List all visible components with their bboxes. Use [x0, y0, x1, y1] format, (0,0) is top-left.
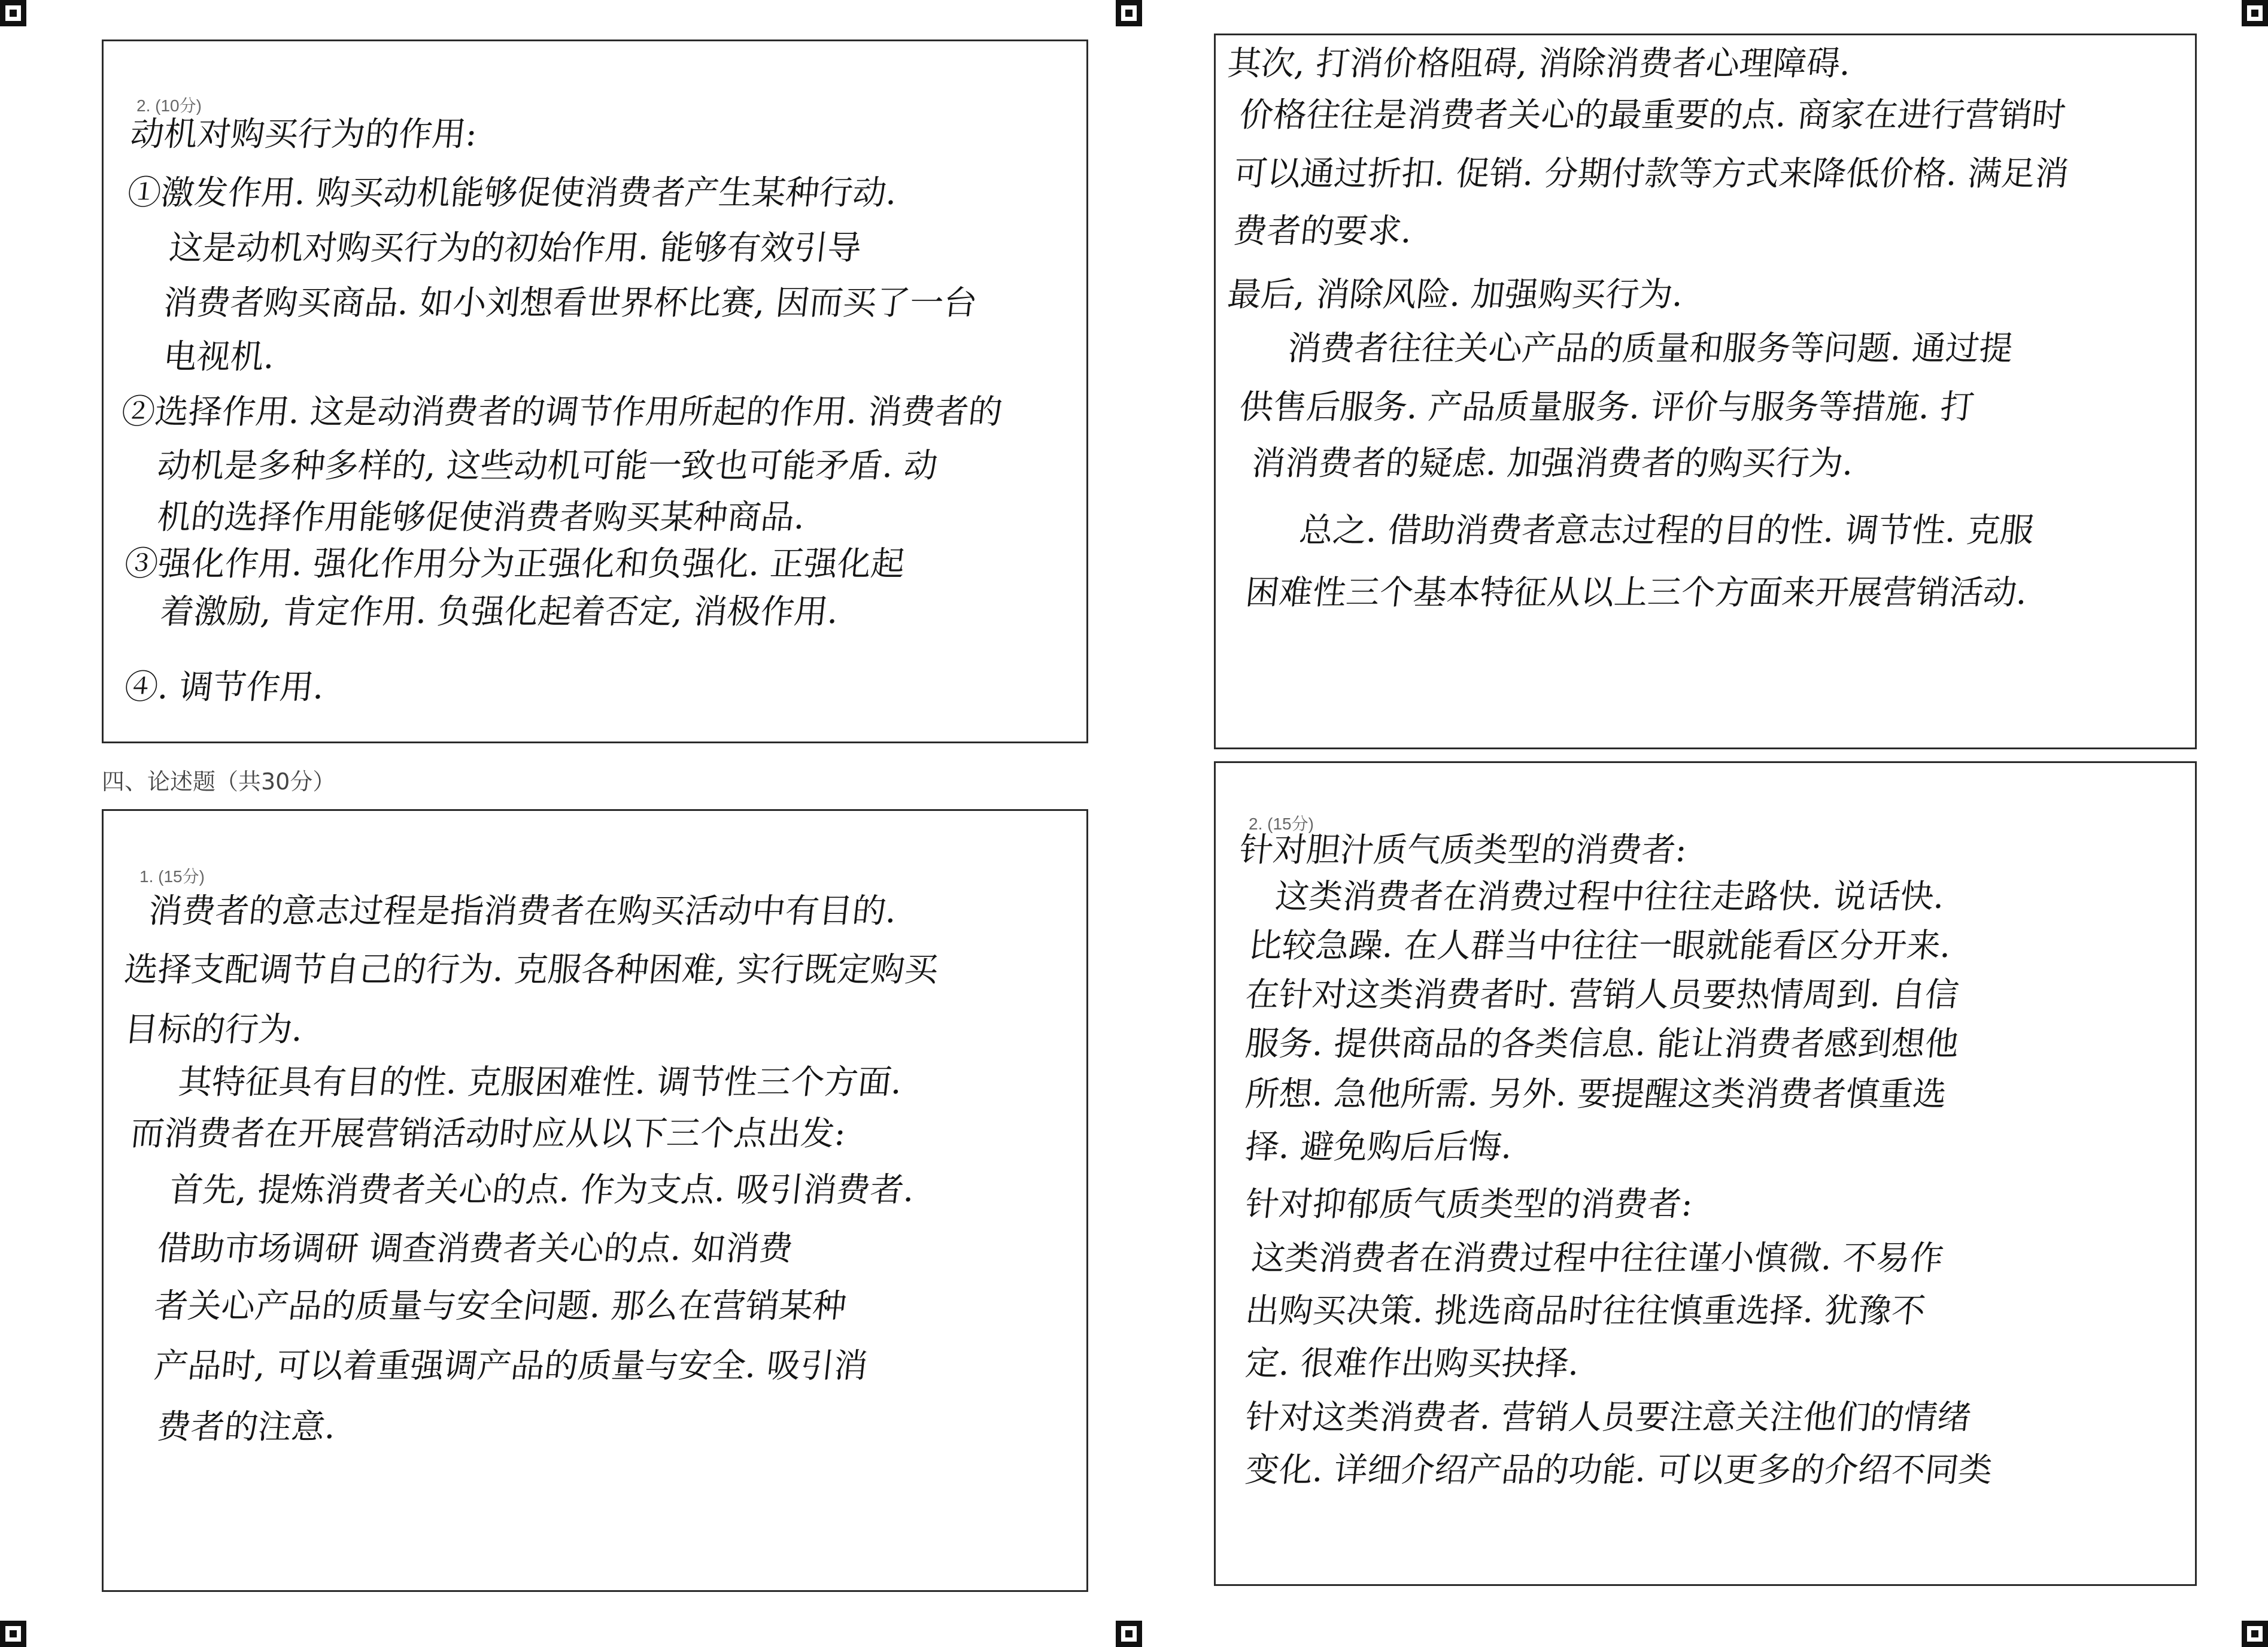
- answer-line: 变化. 详细介绍产品的功能. 可以更多的介绍不同类: [1243, 1451, 1994, 1490]
- registration-mark-bottom-left: [0, 1621, 26, 1647]
- answer-line: 价格往往是消费者关心的最重要的点. 商家在进行营销时: [1237, 96, 2068, 135]
- answer-line: 消消费者的疑虑. 加强消费者的购买行为.: [1249, 444, 1856, 483]
- answer-line: 其特征具有目的性. 克服困难性. 调节性三个方面.: [176, 1063, 904, 1102]
- question-label: 2. (15分): [1249, 815, 1314, 833]
- answer-line: 者关心产品的质量与安全问题. 那么在营销某种: [152, 1287, 849, 1326]
- answer-line: 其次, 打消价格阻碍, 消除消费者心理障碍.: [1225, 44, 1853, 83]
- answer-line: ④. 调节作用.: [122, 668, 326, 707]
- registration-mark-top-right: [2242, 0, 2268, 26]
- section-title: 四、论述题（共30分）: [102, 768, 336, 795]
- answer-line: 产品时, 可以着重强调产品的质量与安全. 吸引消: [152, 1347, 870, 1385]
- answer-line: 针对抑郁质气质类型的消费者:: [1243, 1185, 1695, 1224]
- answer-line: 选择支配调节自己的行为. 克服各种困难, 实行既定购买: [122, 950, 940, 989]
- registration-mark-top-center: [1116, 0, 1142, 26]
- answer-line: 针对胆汁质气质类型的消费者:: [1237, 831, 1689, 870]
- answer-line: 最后, 消除风险. 加强购买行为.: [1225, 275, 1686, 314]
- answer-line: ②选择作用. 这是动消费者的调节作用所起的作用. 消费者的: [119, 393, 1004, 431]
- answer-line: 动机对购买行为的作用:: [128, 115, 479, 154]
- answer-line: 动机是多种多样的, 这些动机可能一致也可能矛盾. 动: [155, 446, 940, 485]
- registration-mark-top-left: [0, 0, 26, 26]
- answer-line: 首先, 提炼消费者关心的点. 作为支点. 吸引消费者.: [167, 1171, 917, 1210]
- answer-line: 消费者的意志过程是指消费者在购买活动中有目的.: [146, 892, 899, 931]
- answer-line: 这是动机对购买行为的初始作用. 能够有效引导: [167, 229, 864, 268]
- answer-line: 总之. 借助消费者意志过程的目的性. 调节性. 克服: [1297, 511, 2036, 550]
- answer-line: 困难性三个基本特征从以上三个方面来开展营销活动.: [1243, 573, 2030, 612]
- answer-box-q2-top-left: [102, 39, 1088, 743]
- answer-line: 着激励, 肯定作用. 负强化起着否定, 消极作用.: [158, 592, 841, 631]
- answer-line: 消费者购买商品. 如小刘想看世界杯比赛, 因而买了一台: [161, 284, 979, 323]
- answer-line: 这类消费者在消费过程中往往谨小慎微. 不易作: [1249, 1239, 1946, 1278]
- answer-line: 针对这类消费者. 营销人员要注意关注他们的情绪: [1243, 1398, 1974, 1437]
- answer-line: 比较急躁. 在人群当中往往一眼就能看区分开来.: [1246, 926, 1953, 965]
- answer-line: 择. 避免购后后悔.: [1243, 1128, 1514, 1166]
- answer-line: ③强化作用. 强化作用分为正强化和负强化. 正强化起: [122, 545, 907, 584]
- answer-line: 在针对这类消费者时. 营销人员要热情周到. 自信: [1243, 976, 1961, 1014]
- registration-mark-bottom-center: [1116, 1621, 1142, 1647]
- question-label: 1. (15分): [139, 867, 205, 886]
- answer-line: 可以通过折扣. 促销. 分期付款等方式来降低价格. 满足消: [1231, 154, 2071, 193]
- answer-line: 电视机.: [161, 338, 277, 376]
- answer-line: 借助市场调研 调查消费者关心的点. 如消费: [155, 1229, 795, 1268]
- answer-line: ①激发作用. 购买动机能够促使消费者产生某种行动.: [125, 174, 899, 212]
- answer-box-continuation-top-right: [1214, 34, 2197, 749]
- answer-line: 这类消费者在消费过程中往往走路快. 说话快.: [1273, 877, 1947, 916]
- answer-line: 供售后服务. 产品质量服务. 评价与服务等措施. 打: [1237, 388, 1976, 427]
- answer-line: 出购买决策. 挑选商品时往往慎重选择. 犹豫不: [1243, 1292, 1927, 1330]
- answer-box-q2-bottom-right: [1214, 761, 2197, 1586]
- registration-mark-bottom-right: [2242, 1621, 2268, 1647]
- answer-line: 所想. 急他所需. 另外. 要提醒这类消费者慎重选: [1243, 1075, 1949, 1114]
- answer-line: 机的选择作用能够促使消费者购买某种商品.: [155, 498, 807, 537]
- answer-line: 费者的要求.: [1231, 212, 1414, 251]
- answer-line: 服务. 提供商品的各类信息. 能让消费者感到想他: [1243, 1025, 1961, 1063]
- answer-line: 而消费者在开展营销活动时应从以下三个点出发:: [128, 1114, 848, 1153]
- answer-line: 目标的行为.: [122, 1010, 305, 1049]
- question-label: 2. (10分): [136, 96, 202, 115]
- answer-line: 消费者往往关心产品的质量和服务等问题. 通过提: [1285, 329, 2015, 368]
- answer-box-q1-bottom-left: [102, 809, 1088, 1592]
- answer-line: 定. 很难作出购买抉择.: [1243, 1344, 1581, 1383]
- answer-line: 费者的注意.: [155, 1408, 338, 1447]
